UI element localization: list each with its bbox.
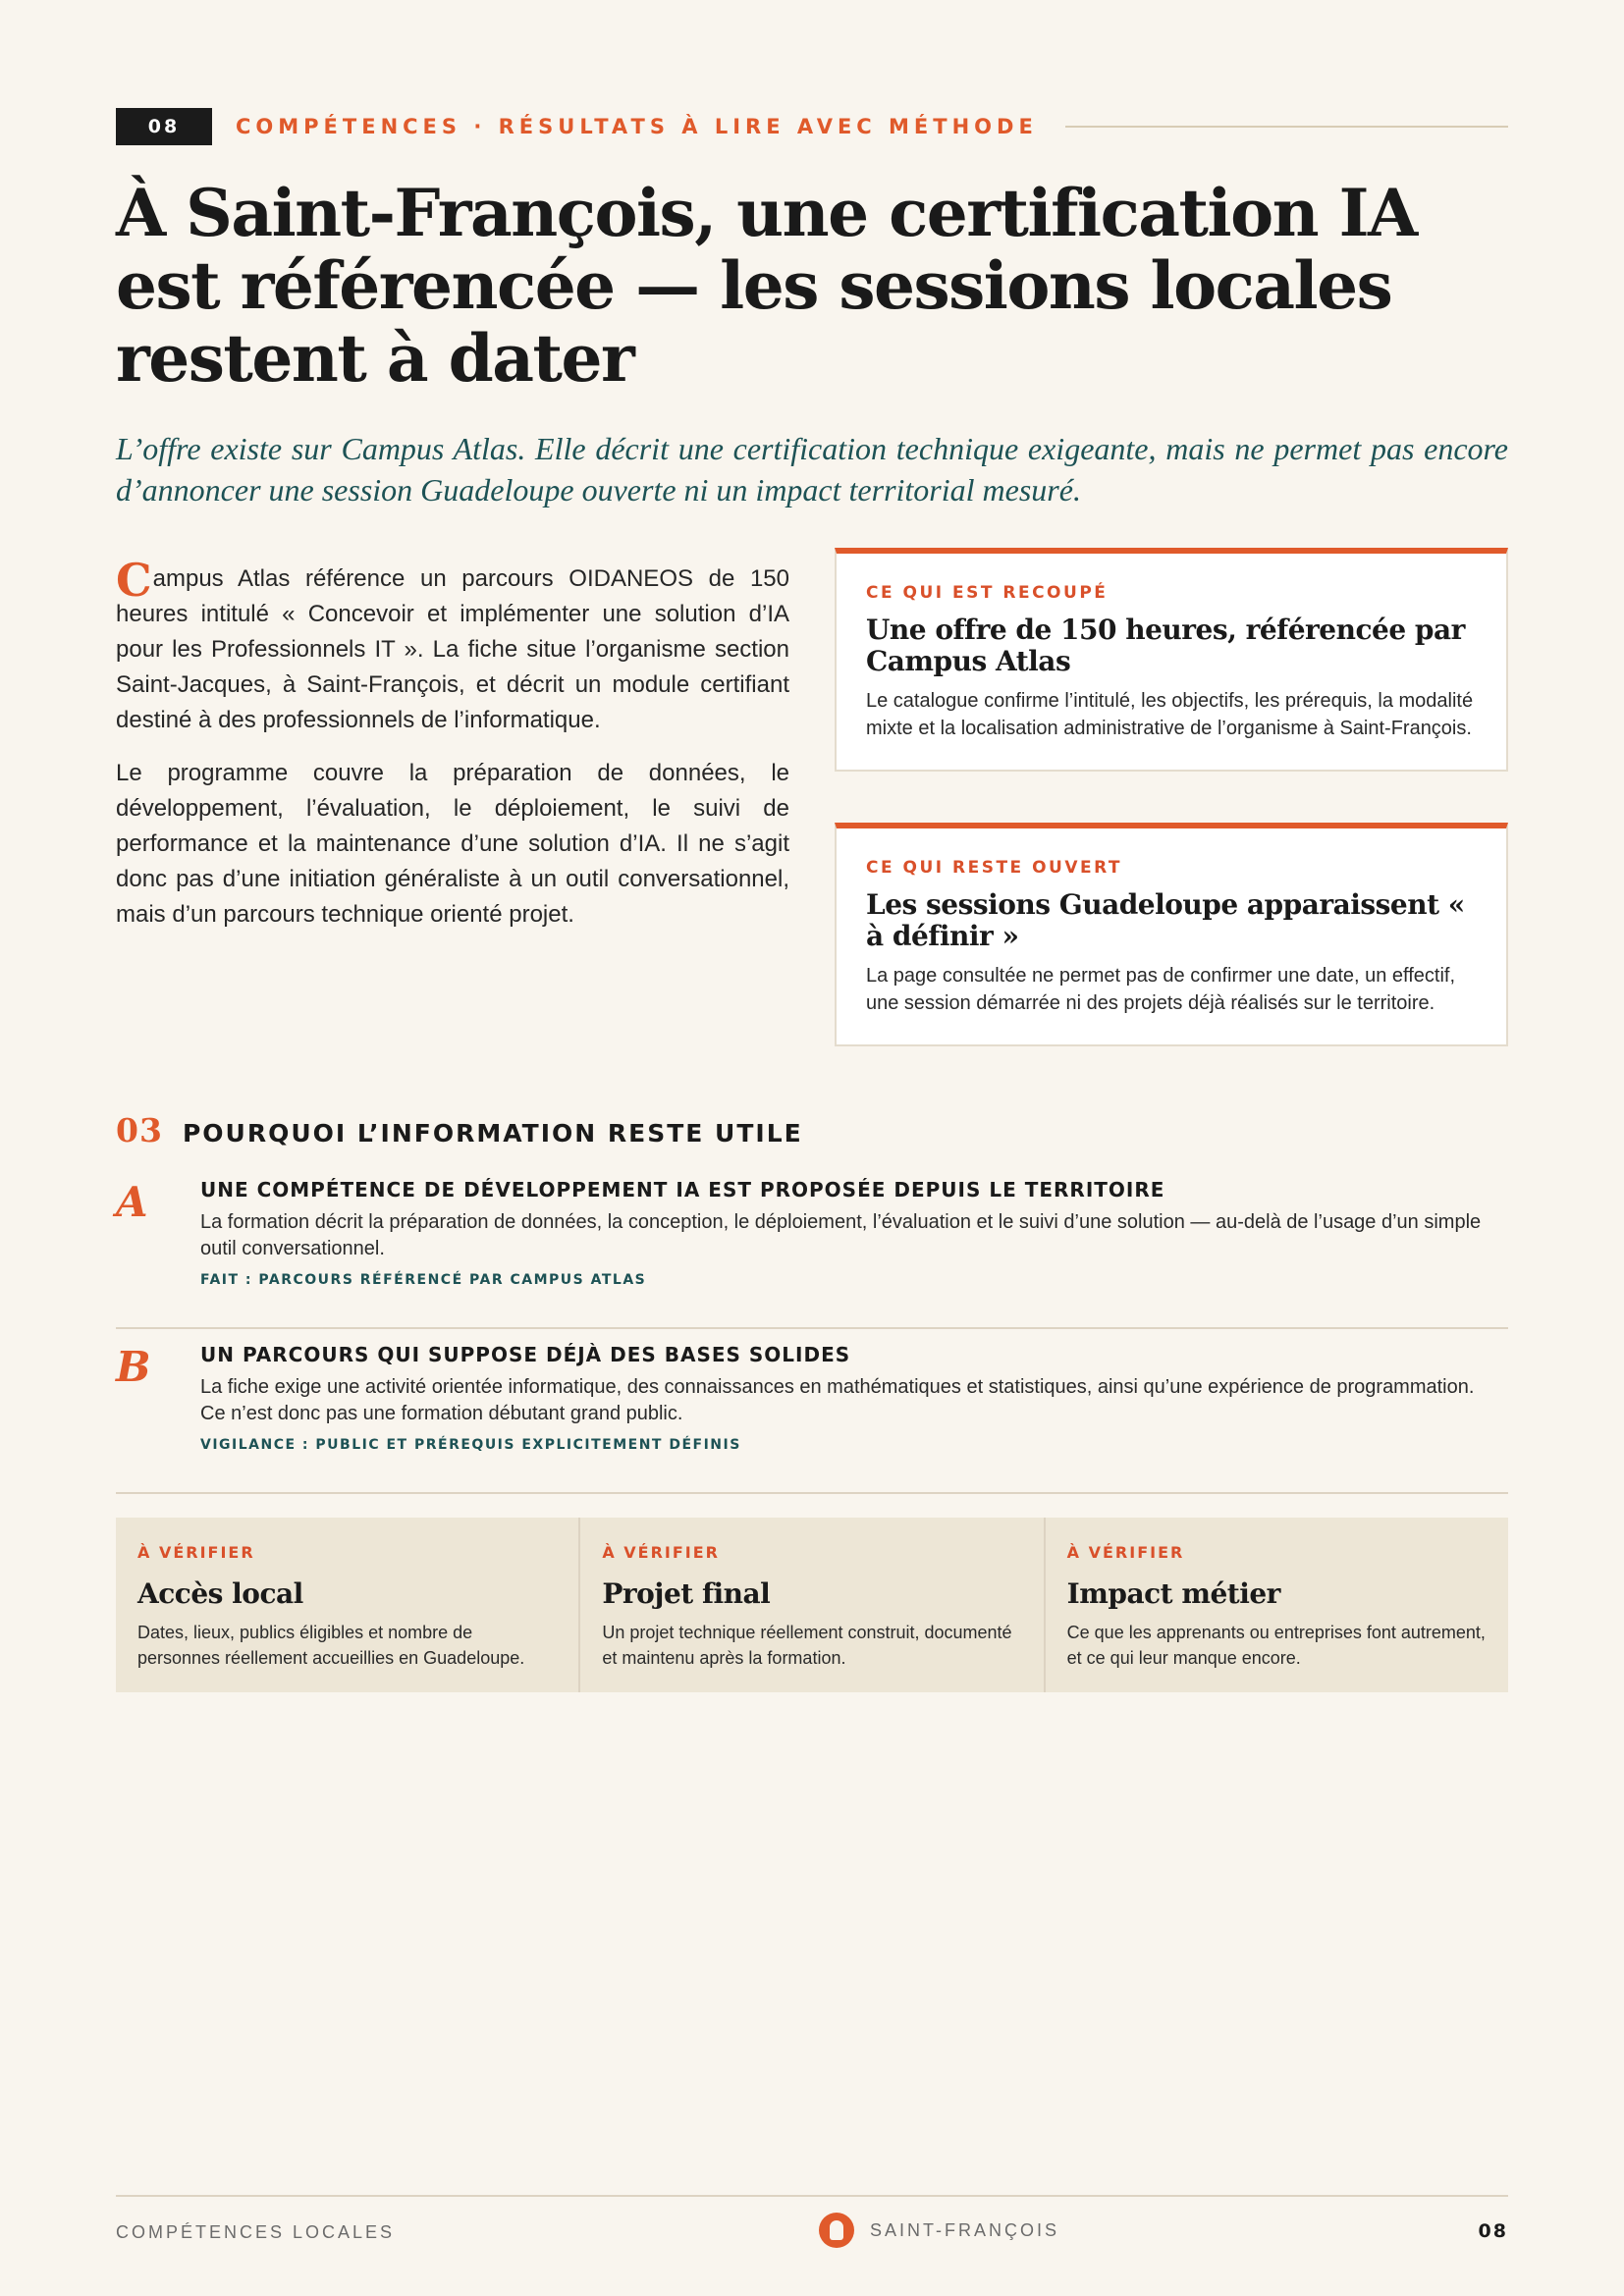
card-tag: CE QUI RESTE OUVERT: [866, 858, 1123, 878]
header-rule: [1065, 126, 1508, 128]
footer-location: SAINT-FRANÇOIS: [870, 2219, 1060, 2240]
section-heading: [116, 1111, 803, 1149]
verify-tag: À VÉRIFIER: [137, 1543, 255, 1562]
verify-tag: À VÉRIFIER: [1066, 1543, 1185, 1562]
card-title: Une offre de 150 heures, référencée par Campus Atlas: [866, 614, 1465, 677]
footer-page-number: 08: [1478, 2220, 1508, 2242]
verify-text: Ce que les apprenants ou entreprises font autrement, et ce qui leur manque encore.: [1066, 1623, 1486, 1668]
verify-title: Impact métier: [1066, 1577, 1280, 1610]
verify-tag: À VÉRIFIER: [602, 1543, 720, 1562]
item-text: La fiche exige une activité orientée informatique, des connaissances en mathématiques et statistiques, ainsi qu’une expérience de programmation. Ce n’est donc pas une formation débutant grand public.: [200, 1376, 1475, 1424]
item-letter: A: [116, 1178, 148, 1226]
article-body: [116, 554, 789, 950]
article-dek: L’offre existe sur Campus Atlas. Elle décrit une certification technique exigeante, mais ne permet pas encore d’annoncer une session Guadeloupe ouverte ni un impact territorial mesuré.: [116, 431, 1508, 507]
section-number: 03: [116, 1111, 163, 1149]
body-paragraph-1: [116, 554, 789, 738]
card-title: Les sessions Guadeloupe apparaissent « à définir »: [866, 888, 1465, 952]
item-text: La formation décrit la préparation de données, la conception, le déploiement, l’évaluation et le suivi d’une solution — au-delà de l’usage d’un simple outil conversationnel.: [200, 1211, 1482, 1259]
verify-box-local-access: [116, 1518, 580, 1692]
verify-box-business-impact: [1046, 1518, 1508, 1692]
item-body: [200, 1343, 1508, 1453]
item-body: [200, 1178, 1508, 1288]
page-number-badge: 08: [116, 108, 212, 145]
profile-medallion-icon: [819, 2213, 854, 2248]
item-title: UNE COMPÉTENCE DE DÉVELOPPEMENT IA EST PROPOSÉE DEPUIS LE TERRITOIRE: [200, 1178, 1165, 1201]
page-footer: [116, 2195, 1508, 2264]
verify-text: Dates, lieux, publics éligibles et nombre de personnes réellement accueillies en Guadeloupe.: [137, 1623, 525, 1668]
footer-center: [819, 2213, 1059, 2248]
section-title: POURQUOI L’INFORMATION RESTE UTILE: [182, 1119, 803, 1148]
article-headline: À Saint-François, une certification IA est référencée — les sessions locales restent à dater: [116, 175, 1417, 397]
item-title: UN PARCOURS QUI SUPPOSE DÉJÀ DES BASES SOLIDES: [200, 1343, 851, 1366]
card-text: La page consultée ne permet pas de confirmer une date, un effectif, une session démarrée ni des projets déjà réalisés sur le territoire.: [866, 965, 1456, 1014]
reason-item-a: [116, 1178, 1508, 1329]
verify-title: Accès local: [137, 1577, 303, 1610]
section-kicker: COMPÉTENCES · RÉSULTATS À LIRE AVEC MÉTHODE: [236, 115, 1038, 138]
reason-item-b: [116, 1343, 1508, 1494]
verify-box-final-project: [580, 1518, 1045, 1692]
verify-title: Projet final: [602, 1577, 771, 1610]
item-letter: B: [116, 1343, 151, 1391]
card-tag: CE QUI EST RECOUPÉ: [866, 583, 1109, 603]
footer-section-label: COMPÉTENCES LOCALES: [116, 2222, 396, 2242]
card-open: [835, 823, 1508, 1046]
item-fact: VIGILANCE : PUBLIC ET PRÉREQUIS EXPLICITEMENT DÉFINIS: [200, 1437, 741, 1453]
page: [116, 0, 1508, 2296]
body-paragraph-1-text: ampus Atlas référence un parcours OIDANEOS de 150 heures intitulé « Concevoir et implémenter une solution d’IA pour les Professionnels IT ». La fiche situe l’organisme section Saint-Jacques, à Saint-François, et décrit un module certifiant destiné à des professionnels de l’informatique.: [116, 565, 789, 733]
verify-text: Un projet technique réellement construit, documenté et maintenu après la formation.: [602, 1623, 1012, 1668]
verification-panel: [116, 1518, 1508, 1692]
item-fact: FAIT : PARCOURS RÉFÉRENCÉ PAR CAMPUS ATLAS: [200, 1272, 647, 1288]
card-verified: [835, 548, 1508, 772]
body-paragraph-2: Le programme couvre la préparation de données, le développement, l’évaluation, le déploiement, le suivi de performance et la maintenance d’une solution d’IA. Il ne s’agit donc pas d’une initiation généraliste à un outil conversationnel, mais d’un parcours technique orienté projet.: [116, 760, 789, 928]
card-text: Le catalogue confirme l’intitulé, les objectifs, les prérequis, la modalité mixte et la localisation administrative de l’organisme à Saint-François.: [866, 690, 1474, 739]
drop-cap: C: [116, 554, 152, 607]
section-header: [116, 108, 1508, 145]
